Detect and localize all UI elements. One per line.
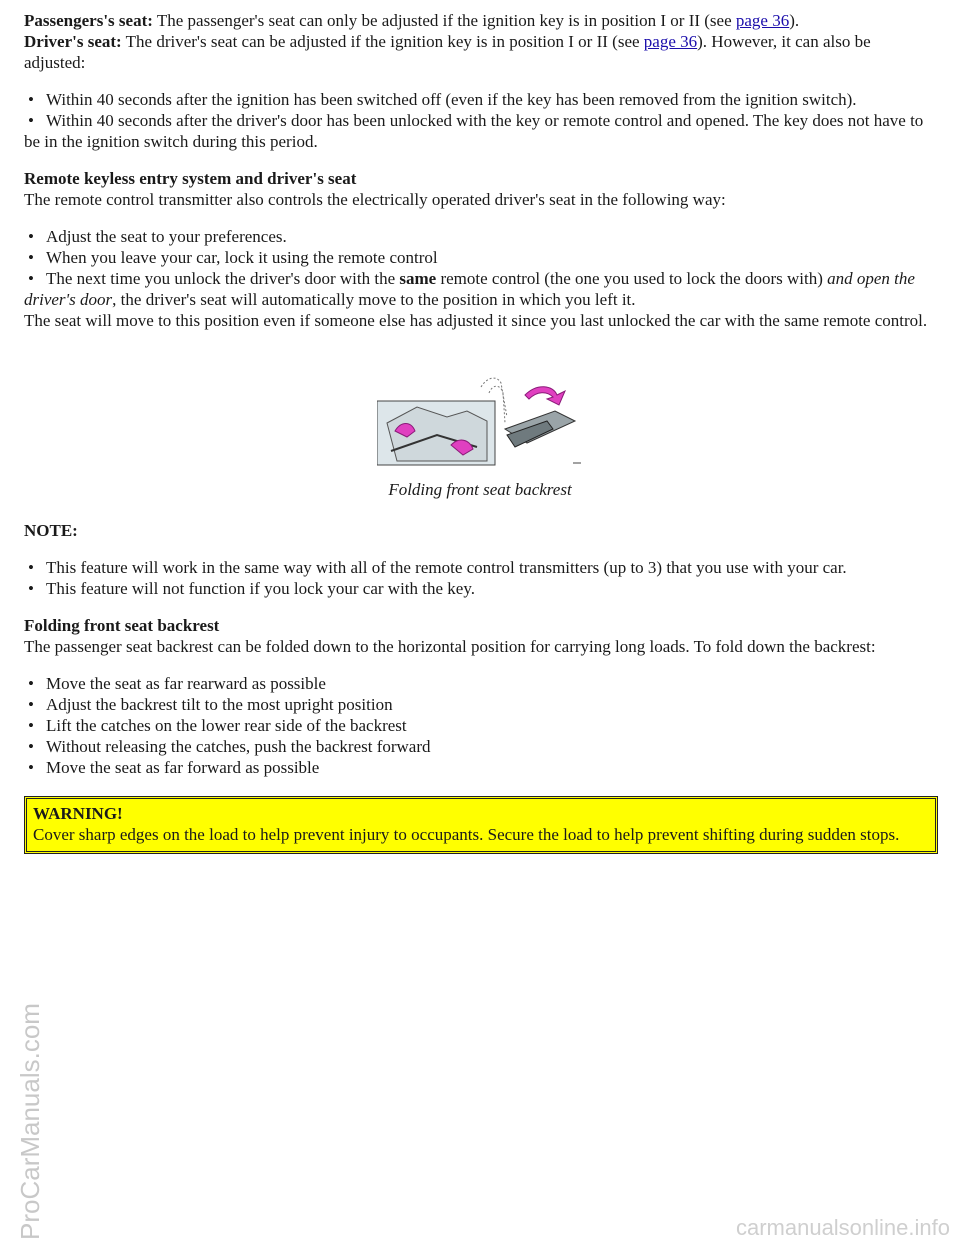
note-heading: NOTE: (24, 521, 78, 540)
page-36-link[interactable]: page 36 (735, 11, 790, 30)
footer-watermark: carmanualsonline.info (735, 1215, 950, 1240)
remote-item3-bold: same (399, 269, 437, 288)
list-item: • Lift the catches on the lower rear side of the backrest (24, 715, 936, 736)
list-item: • This feature will not function if you lock your car with the key. (24, 578, 936, 599)
seat-figure (24, 373, 936, 500)
driver-seat-text: The driver's seat can be adjusted if the ignition key is in position I or II (see (121, 32, 644, 51)
warning-box (24, 796, 938, 854)
list-item: • Adjust the backrest tilt to the most upright position (24, 694, 936, 715)
remote-item3-text-b: remote control (the one you used to lock the doors with) (436, 269, 828, 288)
figure-caption: Folding front seat backrest (388, 480, 572, 499)
fold-arrow (525, 387, 565, 405)
remote-steps-list (24, 226, 936, 310)
side-watermark: ProCarManuals.com (15, 1003, 45, 1240)
passenger-seat-label: Passengers's seat: (24, 11, 153, 30)
list-item: • Adjust the seat to your preferences. (24, 226, 936, 247)
remote-keyless-heading: Remote keyless entry system and driver's seat (24, 169, 357, 188)
warning-title: WARNING! (33, 804, 123, 823)
list-item: • This feature will work in the same way with all of the remote control transmitters (up to 3) that you use with your car. (24, 557, 936, 578)
passenger-seat-text-end: ). (789, 11, 800, 30)
list-item: • Within 40 seconds after the ignition has been switched off (even if the key has been removed from the ignition switch). (24, 89, 936, 110)
list-item: • Without releasing the catches, push the backrest forward (24, 736, 936, 757)
folding-intro: The passenger seat backrest can be folded down to the horizontal position for carrying long loads. To fold down the backrest: (24, 637, 876, 656)
driver-seat-label: Driver's seat: (24, 32, 122, 51)
driver-conditions-list (24, 89, 936, 152)
list-item (24, 268, 936, 310)
note-list (24, 557, 936, 599)
folding-heading: Folding front seat backrest (24, 616, 220, 635)
warning-text: Cover sharp edges on the load to help prevent injury to occupants. Secure the load to help prevent shifting during sudden stops. (33, 825, 900, 844)
remote-item3-italic: and open the driver's door (24, 269, 915, 309)
folding-steps-list (24, 673, 936, 778)
driver-seat-paragraph (24, 31, 936, 73)
list-item: • Move the seat as far rearward as possible (24, 673, 936, 694)
driver-seat-text-end: ). However, it can also be adjusted: (24, 32, 871, 72)
list-item: • Move the seat as far forward as possible (24, 757, 936, 778)
remote-item3-text: The next time you unlock the driver's door with the (46, 269, 400, 288)
remote-intro: The remote control transmitter also controls the electrically operated driver's seat in the following way: (24, 190, 726, 209)
passenger-seat-text: The passenger's seat can only be adjusted if the ignition key is in position I or II (see (152, 11, 736, 30)
page-36-link-2[interactable]: page 36 (643, 32, 698, 51)
list-item: • When you leave your car, lock it using the remote control (24, 247, 936, 268)
remote-item3-text-c: , the driver's seat will automatically move to the position in which you left it. (112, 290, 636, 309)
remote-note-after: The seat will move to this position even if someone else has adjusted it since you last unlocked the car with the same remote control. (24, 311, 928, 330)
list-item: • Within 40 seconds after the driver's door has been unlocked with the key or remote control and opened. The key does not have to be in the ignition switch during this period. (24, 110, 936, 152)
seat-backrest-illustration (377, 373, 583, 467)
page-content (24, 10, 936, 854)
seat-adjust-paragraph (24, 10, 936, 31)
